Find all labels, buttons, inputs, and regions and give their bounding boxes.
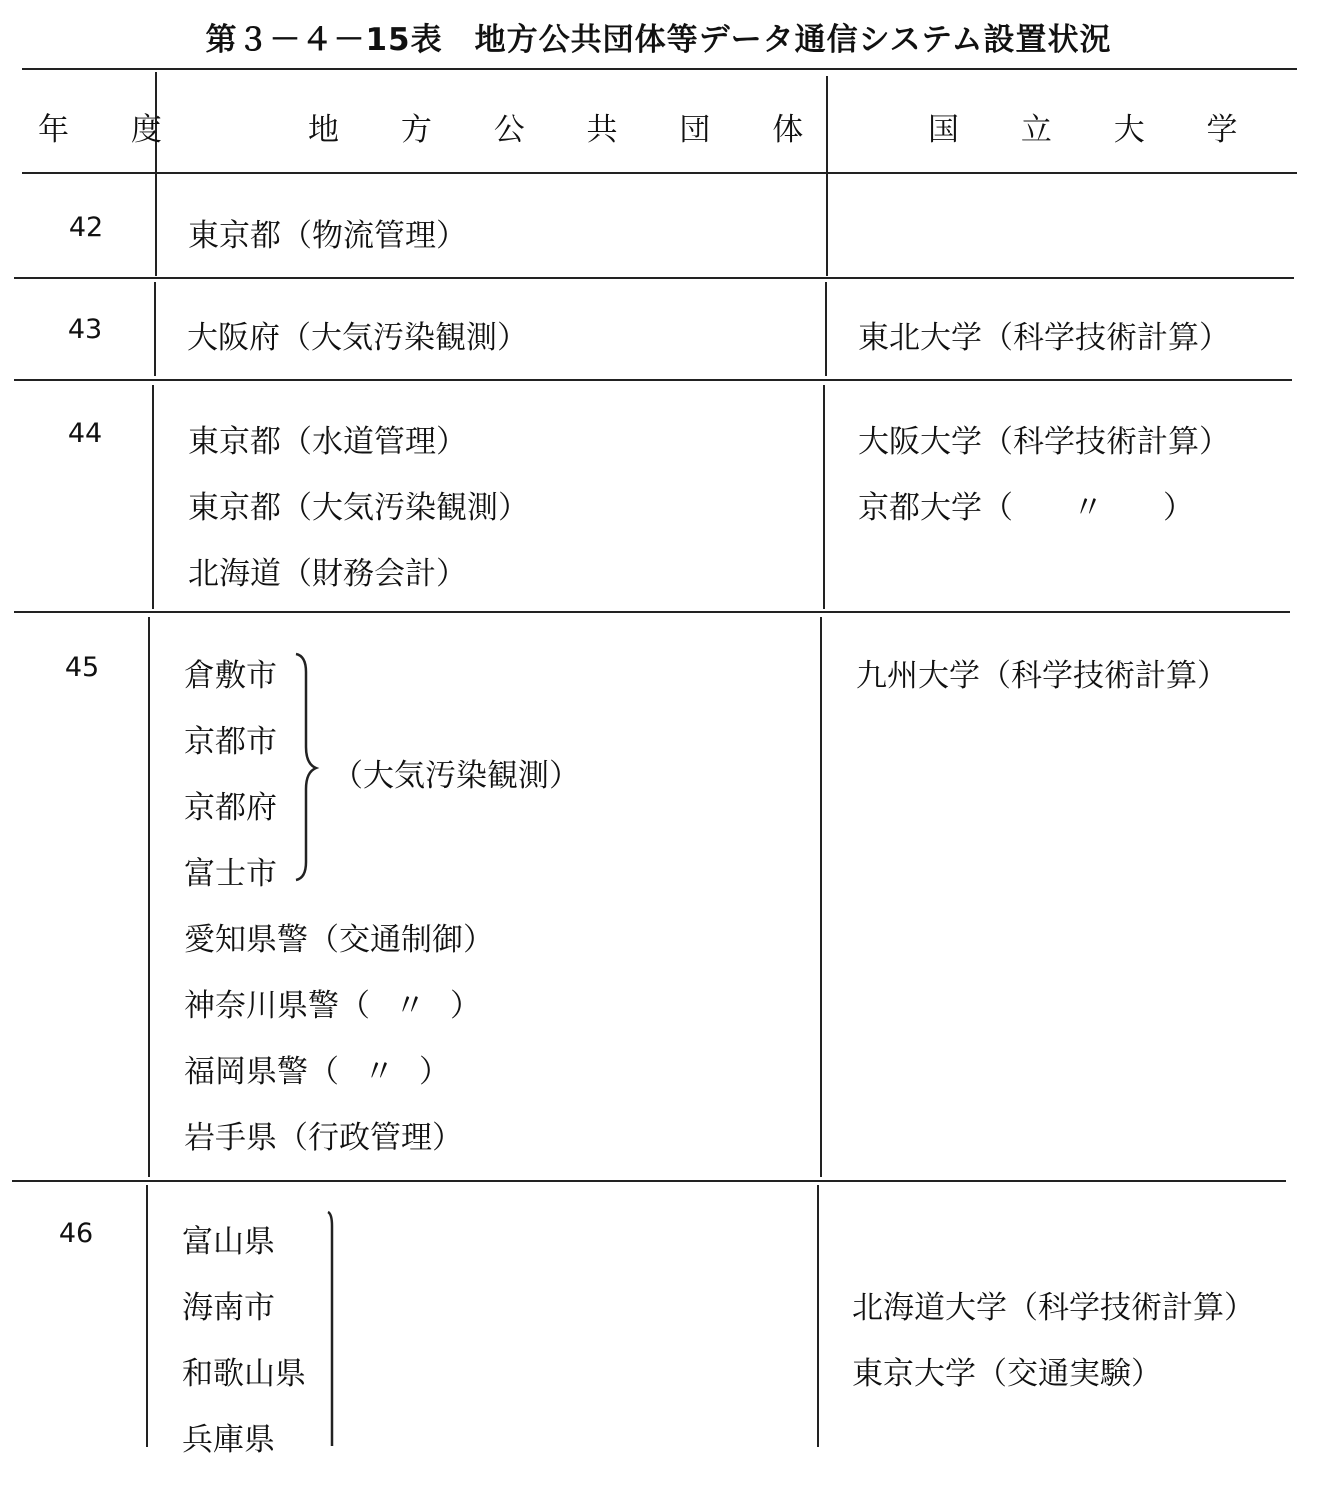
paren-open: （ bbox=[308, 1054, 339, 1090]
local-name: 福岡県警 bbox=[184, 1054, 308, 1090]
col-rule-1 bbox=[146, 1185, 148, 1447]
row-year: 42 bbox=[68, 212, 104, 243]
rule-row-42 bbox=[14, 277, 1294, 279]
rule-header-bottom bbox=[22, 172, 1297, 174]
local-entry: 大阪府（大気汚染観測） bbox=[187, 320, 528, 356]
rule-row-43 bbox=[14, 379, 1292, 381]
col-rule-2 bbox=[820, 617, 822, 1177]
row-year: 45 bbox=[64, 652, 100, 683]
col-rule-1 bbox=[148, 617, 150, 1177]
col-rule-1 bbox=[152, 385, 154, 609]
local-entry: 東京都（水道管理） bbox=[188, 424, 467, 460]
rule-row-45 bbox=[12, 1180, 1286, 1182]
local-entry: 北海道（財務会計） bbox=[188, 556, 467, 592]
university-entry: 東京大学（交通実験） bbox=[852, 1356, 1162, 1392]
row-year: 44 bbox=[67, 418, 103, 449]
university-entry bbox=[858, 416, 1230, 461]
right-brace-icon bbox=[322, 1210, 342, 1446]
paren-open: （ bbox=[339, 988, 370, 1024]
university-entry bbox=[858, 482, 1194, 527]
group-item: 富士市 bbox=[184, 856, 277, 892]
row-year: 43 bbox=[67, 314, 103, 345]
row-year: 46 bbox=[58, 1218, 94, 1249]
local-name: 岩手県 bbox=[184, 1120, 277, 1156]
rule-row-44 bbox=[14, 611, 1290, 613]
university-name: 大阪大学 bbox=[858, 424, 982, 460]
paren-close: ） bbox=[450, 988, 481, 1024]
rule-top bbox=[22, 68, 1297, 70]
purpose: （科学技術計算） bbox=[982, 424, 1230, 460]
local-entry bbox=[184, 1046, 450, 1091]
group-item: 富山県 bbox=[182, 1224, 275, 1260]
local-name: 神奈川県警 bbox=[184, 988, 339, 1024]
local-entry bbox=[184, 1112, 463, 1157]
paren-open: （ bbox=[982, 490, 1013, 526]
local-entry bbox=[184, 980, 481, 1025]
local-entry bbox=[184, 914, 494, 959]
paren-close: ） bbox=[1163, 490, 1194, 526]
ditto-mark: 〃 bbox=[1072, 490, 1104, 526]
purpose: （交通制御） bbox=[308, 922, 494, 958]
header-year: 年 度 bbox=[38, 112, 188, 148]
ditto-mark: 〃 bbox=[394, 988, 426, 1024]
col-rule-1 bbox=[154, 282, 156, 376]
group-item: 和歌山県 bbox=[182, 1356, 306, 1392]
col-rule-2 bbox=[817, 1185, 819, 1447]
group-item: 倉敷市 bbox=[184, 658, 277, 694]
university-entry: 東北大学（科学技術計算） bbox=[858, 320, 1230, 356]
ditto-mark: 〃 bbox=[363, 1054, 395, 1090]
col-rule-2 bbox=[823, 385, 825, 609]
group-item: 京都府 bbox=[184, 790, 277, 826]
university-name: 京都大学 bbox=[858, 490, 982, 526]
university-entry: 北海道大学（科学技術計算） bbox=[852, 1290, 1255, 1326]
paren-close: ） bbox=[419, 1054, 450, 1090]
header-national-university: 国 立 大 学 bbox=[928, 112, 1264, 148]
group-item: 海南市 bbox=[182, 1290, 275, 1326]
purpose: （行政管理） bbox=[277, 1120, 463, 1156]
local-entry: 東京都（物流管理） bbox=[188, 218, 467, 254]
group-purpose: （大気汚染観測） bbox=[332, 758, 580, 794]
table-title: 第３－４－15表 地方公共団体等データ通信システム設置状況 bbox=[205, 22, 1112, 58]
local-name: 愛知県警 bbox=[184, 922, 308, 958]
group-item: 京都市 bbox=[184, 724, 277, 760]
local-entry: 東京都（大気汚染観測） bbox=[188, 490, 529, 526]
header-local-government: 地 方 公 共 団 体 bbox=[308, 112, 830, 148]
col-rule-2 bbox=[825, 282, 827, 376]
group-item: 兵庫県 bbox=[182, 1422, 275, 1458]
university-entry: 九州大学（科学技術計算） bbox=[856, 658, 1228, 694]
right-brace-icon bbox=[290, 652, 330, 882]
col-rule-1 bbox=[155, 72, 157, 276]
